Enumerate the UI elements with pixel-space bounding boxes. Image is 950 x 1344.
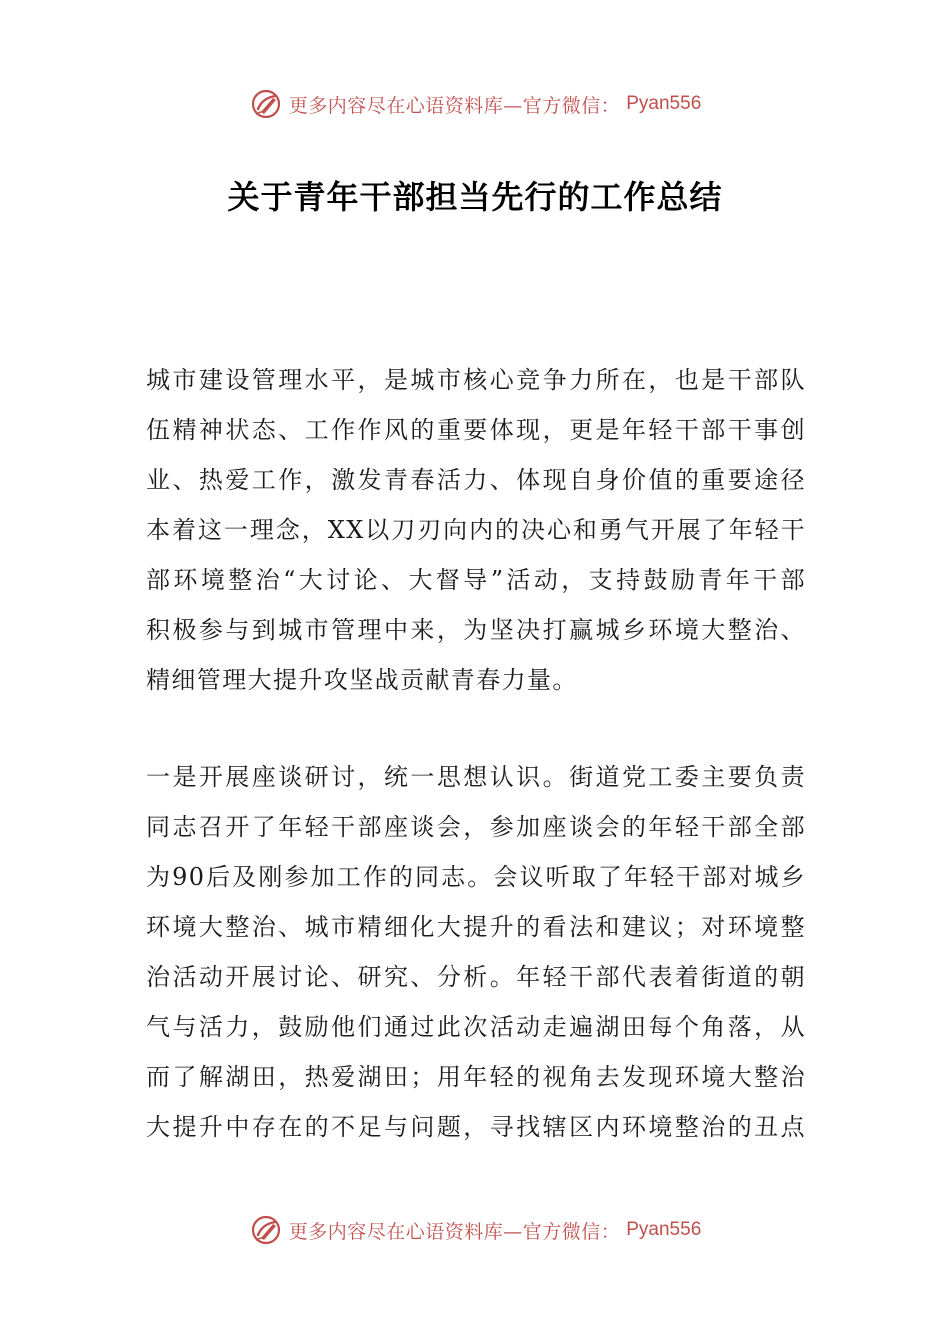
text-line: 精细管理大提升攻坚战贡献青春力量。 <box>146 666 578 694</box>
paragraph-intro <box>146 355 806 705</box>
document-title: 关于青年干部担当先行的工作总结 <box>227 178 723 216</box>
text-line: 一是开展座谈研讨，统一思想认识。街道党工委主要负责 <box>146 763 806 791</box>
text-line: 城市建设管理水平，是城市核心竞争力所在，也是干部队 <box>146 366 806 394</box>
paragraph-section-one <box>146 752 806 1152</box>
text-line: 大提升中存在的不足与问题，寻找辖区内环境整治的丑点 <box>146 1113 806 1141</box>
text-line: 本着这一理念，XX以刀刃向内的决心和勇气开展了年轻干 <box>146 516 806 544</box>
pen-swirl-icon <box>249 1213 283 1247</box>
text-line: 而了解湖田，热爱湖田；用年轻的视角去发现环境大整治 <box>146 1063 806 1091</box>
text-line: 同志召开了年轻干部座谈会，参加座谈会的年轻干部全部 <box>146 813 806 841</box>
text-line: 治活动开展讨论、研究、分析。年轻干部代表着街道的朝 <box>146 963 806 991</box>
text-line: 业、热爱工作，激发青春活力、体现自身价值的重要途径 <box>146 466 806 494</box>
watermark-text: 更多内容尽在心语资料库—官方微信： <box>288 1220 621 1243</box>
pen-swirl-icon <box>249 87 283 121</box>
text-line: 积极参与到城市管理中来，为坚决打赢城乡环境大整治、 <box>146 616 806 644</box>
text-line: 环境大整治、城市精细化大提升的看法和建议；对环境整 <box>146 913 806 941</box>
watermark-text: 更多内容尽在心语资料库—官方微信： <box>288 94 621 117</box>
text-line: 部环境整治“大讨论、大督导”活动，支持鼓励青年干部 <box>146 566 806 594</box>
text-line: 伍精神状态、工作作风的重要体现，更是年轻干部干事创 <box>146 416 806 444</box>
watermark-wechat-id: Pyan556 <box>626 93 702 114</box>
text-line: 为90后及刚参加工作的同志。会议听取了年轻干部对城乡 <box>146 863 806 891</box>
watermark-header <box>0 84 950 124</box>
watermark-wechat-id: Pyan556 <box>626 1219 702 1240</box>
text-line: 气与活力，鼓励他们通过此次活动走遍湖田每个角落，从 <box>146 1013 806 1041</box>
watermark-footer <box>0 1210 950 1250</box>
